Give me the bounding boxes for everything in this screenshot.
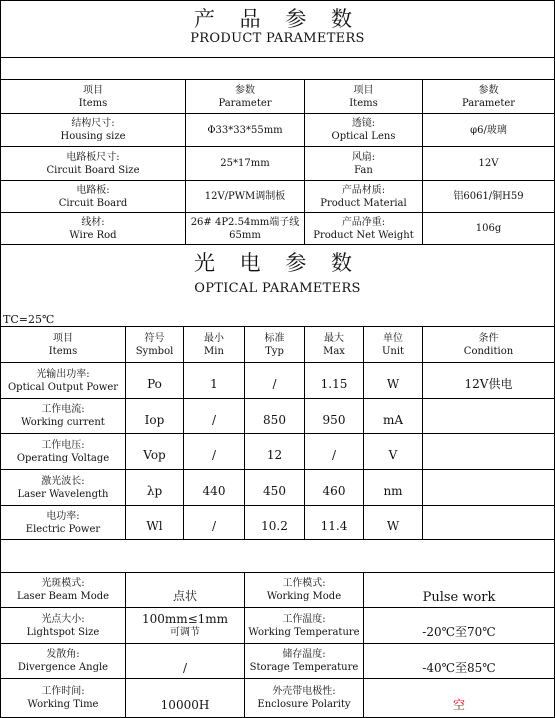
label-en: Wire Rod xyxy=(69,229,117,241)
label-en: Lightspot Size xyxy=(26,626,100,638)
symbol-text: Wl xyxy=(146,519,163,533)
typ-text: 12 xyxy=(266,448,283,462)
unit-text: V xyxy=(388,448,398,462)
item-en: Optical Output Power xyxy=(7,381,119,393)
extra-label xyxy=(245,644,364,678)
optical-min xyxy=(184,399,245,433)
optical-symbol xyxy=(126,506,184,539)
product-value xyxy=(186,181,305,212)
label-cn: 光点大小: xyxy=(41,613,85,625)
optical-typ xyxy=(245,506,305,539)
extra-label xyxy=(1,608,126,643)
optical-header-condition xyxy=(423,327,554,362)
optical-item xyxy=(1,434,126,469)
label-cn: 外壳带电极性: xyxy=(272,686,336,697)
optical-item xyxy=(1,470,126,505)
label-cn: 电路板尺寸: xyxy=(66,151,120,163)
max-text: / xyxy=(331,448,337,462)
optical-min xyxy=(184,434,245,469)
typ-text: / xyxy=(272,377,277,391)
unit-text: W xyxy=(386,377,400,391)
optical-title-cn: 光 电 参 数 xyxy=(193,251,362,275)
label-en: Circuit Board Size xyxy=(46,164,140,176)
extra-value xyxy=(364,679,554,717)
optical-header-unit xyxy=(364,327,423,362)
product-value xyxy=(423,213,554,244)
header-param-1 xyxy=(186,80,305,113)
label-cn: 发散角: xyxy=(46,649,80,660)
header-item-en: Items xyxy=(78,97,108,109)
optical-unit xyxy=(364,363,423,398)
header-cn: 符号 xyxy=(144,332,165,344)
product-value xyxy=(186,114,305,146)
optical-typ xyxy=(245,363,305,398)
label-cn: 风扇: xyxy=(351,151,376,163)
optical-header-max xyxy=(305,327,364,362)
item-cn: 工作电流: xyxy=(41,404,85,415)
label-cn: 产品净重: xyxy=(341,216,386,228)
item-cn: 工作电压: xyxy=(41,439,85,451)
product-row xyxy=(1,114,554,147)
header-cn: 条件 xyxy=(478,332,499,344)
optical-row xyxy=(1,470,554,506)
extra-label xyxy=(245,679,364,717)
optical-symbol xyxy=(126,470,184,505)
label-en: Divergence Angle xyxy=(17,662,109,673)
product-value xyxy=(186,147,305,180)
header-cn: 项目 xyxy=(53,332,73,344)
label-cn: 线材: xyxy=(81,216,105,228)
extra-row xyxy=(1,608,554,644)
value-text: 空 xyxy=(452,697,465,712)
max-text: 1.15 xyxy=(320,377,348,391)
value-text: 26# 4P2.54mm端子线 xyxy=(190,216,300,228)
value-text: 10000H xyxy=(160,697,210,712)
optical-symbol xyxy=(126,363,184,398)
extra-value xyxy=(364,644,554,678)
product-value xyxy=(186,213,305,244)
optical-max xyxy=(305,434,364,469)
value-text: 点状 xyxy=(172,588,197,603)
extra-label xyxy=(245,608,364,643)
product-title-en: PRODUCT PARAMETERS xyxy=(190,31,365,46)
extra-value xyxy=(364,573,554,607)
extra-value xyxy=(126,608,245,643)
value-text: 25*17mm xyxy=(220,158,270,169)
header-items-2 xyxy=(305,80,423,113)
header-param-2 xyxy=(423,80,554,113)
optical-item xyxy=(1,363,126,398)
product-label xyxy=(1,181,186,212)
extra-row xyxy=(1,644,554,679)
product-row xyxy=(1,213,554,245)
min-text: / xyxy=(211,519,217,533)
tc-condition-note: TC=25℃ xyxy=(3,313,55,326)
product-label xyxy=(305,181,423,212)
product-header-row xyxy=(1,80,554,114)
value-text: 铝6061/铜H59 xyxy=(453,191,524,202)
item-cn: 激光波长: xyxy=(41,475,85,487)
label-en: Working Time xyxy=(27,699,99,710)
value-text: φ6/玻璃 xyxy=(470,124,507,136)
header-en: Unit xyxy=(381,345,405,357)
header-item-en: Items xyxy=(349,97,378,109)
header-en: Typ xyxy=(265,345,284,357)
extra-row xyxy=(1,573,554,608)
label-en: Housing size xyxy=(60,131,126,142)
item-en: Laser Wavelength xyxy=(17,488,109,500)
optical-max xyxy=(305,506,364,539)
label-en: Product Net Weight xyxy=(313,229,414,241)
max-text: 11.4 xyxy=(320,519,348,533)
extra-label xyxy=(1,644,126,678)
label-cn: 电路板: xyxy=(76,184,110,196)
max-text: 460 xyxy=(322,484,346,498)
label-en: Optical Lens xyxy=(331,131,396,142)
header-cn: 标准 xyxy=(264,332,285,344)
optical-unit xyxy=(364,399,423,433)
value-text: 65mm xyxy=(229,229,261,241)
min-text: 1 xyxy=(210,377,218,391)
value-text: 106g xyxy=(475,223,502,234)
optical-condition xyxy=(423,470,554,505)
extra-value xyxy=(364,608,554,643)
product-label xyxy=(305,213,423,244)
product-title-row xyxy=(1,1,554,58)
optical-max xyxy=(305,470,364,505)
optical-item xyxy=(1,399,126,433)
label-cn: 工作模式: xyxy=(282,578,326,589)
optical-row xyxy=(1,399,554,434)
header-en: Min xyxy=(204,345,224,357)
optical-condition xyxy=(423,434,554,469)
unit-text: nm xyxy=(383,484,403,498)
product-value xyxy=(423,147,554,180)
unit-text: mA xyxy=(382,412,404,427)
optical-header-row xyxy=(1,327,554,363)
value-text: Φ33*33*55mm xyxy=(207,124,283,136)
optical-typ xyxy=(245,399,305,433)
label-cn: 工作温度: xyxy=(282,613,326,625)
symbol-text: Vop xyxy=(143,448,166,462)
extra-value xyxy=(126,679,245,717)
optical-min xyxy=(184,506,245,539)
header-param-en: Parameter xyxy=(218,97,272,109)
optical-min xyxy=(184,470,245,505)
typ-text: 10.2 xyxy=(261,519,288,533)
min-text: / xyxy=(211,448,217,462)
product-label xyxy=(1,213,186,244)
header-en: Max xyxy=(323,345,345,357)
min-text: 440 xyxy=(202,484,226,498)
header-cn: 最大 xyxy=(324,332,344,344)
value-text: 可调节 xyxy=(170,626,200,638)
header-param-cn: 参数 xyxy=(235,84,255,96)
label-cn: 透镜: xyxy=(351,118,376,129)
condition-text: 12V供电 xyxy=(464,377,513,391)
optical-symbol xyxy=(126,434,184,469)
product-row xyxy=(1,147,554,181)
optical-header-typ xyxy=(245,327,305,362)
symbol-text: Po xyxy=(147,377,162,391)
header-en: Items xyxy=(48,345,78,357)
product-label xyxy=(1,114,186,146)
optical-title-row xyxy=(1,245,554,327)
value-text: 12V xyxy=(478,158,499,169)
label-en: Working Temperature xyxy=(248,626,360,638)
symbol-text: λp xyxy=(146,484,163,498)
extra-value xyxy=(126,573,245,607)
extra-value xyxy=(126,644,245,678)
optical-max xyxy=(305,399,364,433)
optical-header-items xyxy=(1,327,126,362)
label-cn: 光斑模式: xyxy=(41,578,85,589)
extra-row xyxy=(1,679,554,717)
optical-unit xyxy=(364,506,423,539)
header-en: Symbol xyxy=(135,345,174,357)
item-en: Electric Power xyxy=(25,523,101,535)
optical-row xyxy=(1,434,554,470)
header-item-cn: 项目 xyxy=(353,84,374,96)
product-title-cn: 产 品 参 数 xyxy=(193,7,362,31)
header-cn: 最小 xyxy=(204,332,224,344)
typ-text: 450 xyxy=(263,484,286,498)
optical-condition xyxy=(423,506,554,539)
header-en: Condition xyxy=(463,345,514,357)
value-text: -40℃至85℃ xyxy=(422,660,496,675)
label-cn: 工作时间: xyxy=(41,686,85,697)
value-text: 100mm≤1mm xyxy=(141,611,229,626)
optical-typ xyxy=(245,470,305,505)
optical-condition xyxy=(423,363,554,398)
optical-title-en: OPTICAL PARAMETERS xyxy=(194,281,361,296)
value-text: / xyxy=(182,660,188,675)
optical-condition xyxy=(423,399,554,433)
header-param-cn: 参数 xyxy=(478,84,499,96)
value-text: Pulse work xyxy=(422,589,496,605)
optical-header-symbol xyxy=(126,327,184,362)
optical-max xyxy=(305,363,364,398)
optical-row xyxy=(1,363,554,399)
extra-label xyxy=(1,679,126,717)
product-label xyxy=(1,147,186,180)
optical-item xyxy=(1,506,126,539)
extra-label xyxy=(1,573,126,607)
typ-text: 850 xyxy=(263,412,286,427)
item-en: Working current xyxy=(21,417,105,428)
product-label xyxy=(305,114,423,146)
header-param-en: Parameter xyxy=(461,97,516,109)
optical-typ xyxy=(245,434,305,469)
label-cn: 结构尺寸: xyxy=(71,118,115,129)
label-en: Circuit Board xyxy=(58,197,128,209)
unit-text: W xyxy=(386,519,400,533)
label-en: Enclosure Polarity xyxy=(257,699,351,710)
optical-unit xyxy=(364,434,423,469)
header-cn: 单位 xyxy=(383,332,403,344)
label-en: Product Material xyxy=(320,197,407,209)
product-value xyxy=(423,114,554,146)
optical-header-min xyxy=(184,327,245,362)
symbol-text: Iop xyxy=(144,412,165,427)
label-en: Working Mode xyxy=(266,591,342,602)
header-items-1 xyxy=(1,80,186,113)
optical-symbol xyxy=(126,399,184,433)
label-cn: 储存温度: xyxy=(282,649,326,660)
value-text: 12V/PWM调制板 xyxy=(204,191,286,202)
min-text: / xyxy=(211,412,217,427)
product-row xyxy=(1,181,554,213)
product-value xyxy=(423,181,554,212)
optical-row xyxy=(1,506,554,540)
item-cn: 光输出功率: xyxy=(36,368,90,380)
max-text: 950 xyxy=(322,412,346,427)
item-en: Operating Voltage xyxy=(16,452,110,464)
optical-min xyxy=(184,363,245,398)
label-en: Laser Beam Mode xyxy=(16,591,110,602)
label-en: Storage Temperature xyxy=(249,662,359,673)
item-cn: 电功率: xyxy=(46,510,80,522)
label-en: Fan xyxy=(354,164,373,176)
product-label xyxy=(305,147,423,180)
spacer-row xyxy=(1,58,554,80)
label-cn: 产品材质: xyxy=(341,184,386,196)
extra-label xyxy=(245,573,364,607)
spacer-row xyxy=(1,540,554,573)
optical-unit xyxy=(364,470,423,505)
header-item-cn: 项目 xyxy=(83,84,103,96)
value-text: -20℃至70℃ xyxy=(422,625,496,639)
